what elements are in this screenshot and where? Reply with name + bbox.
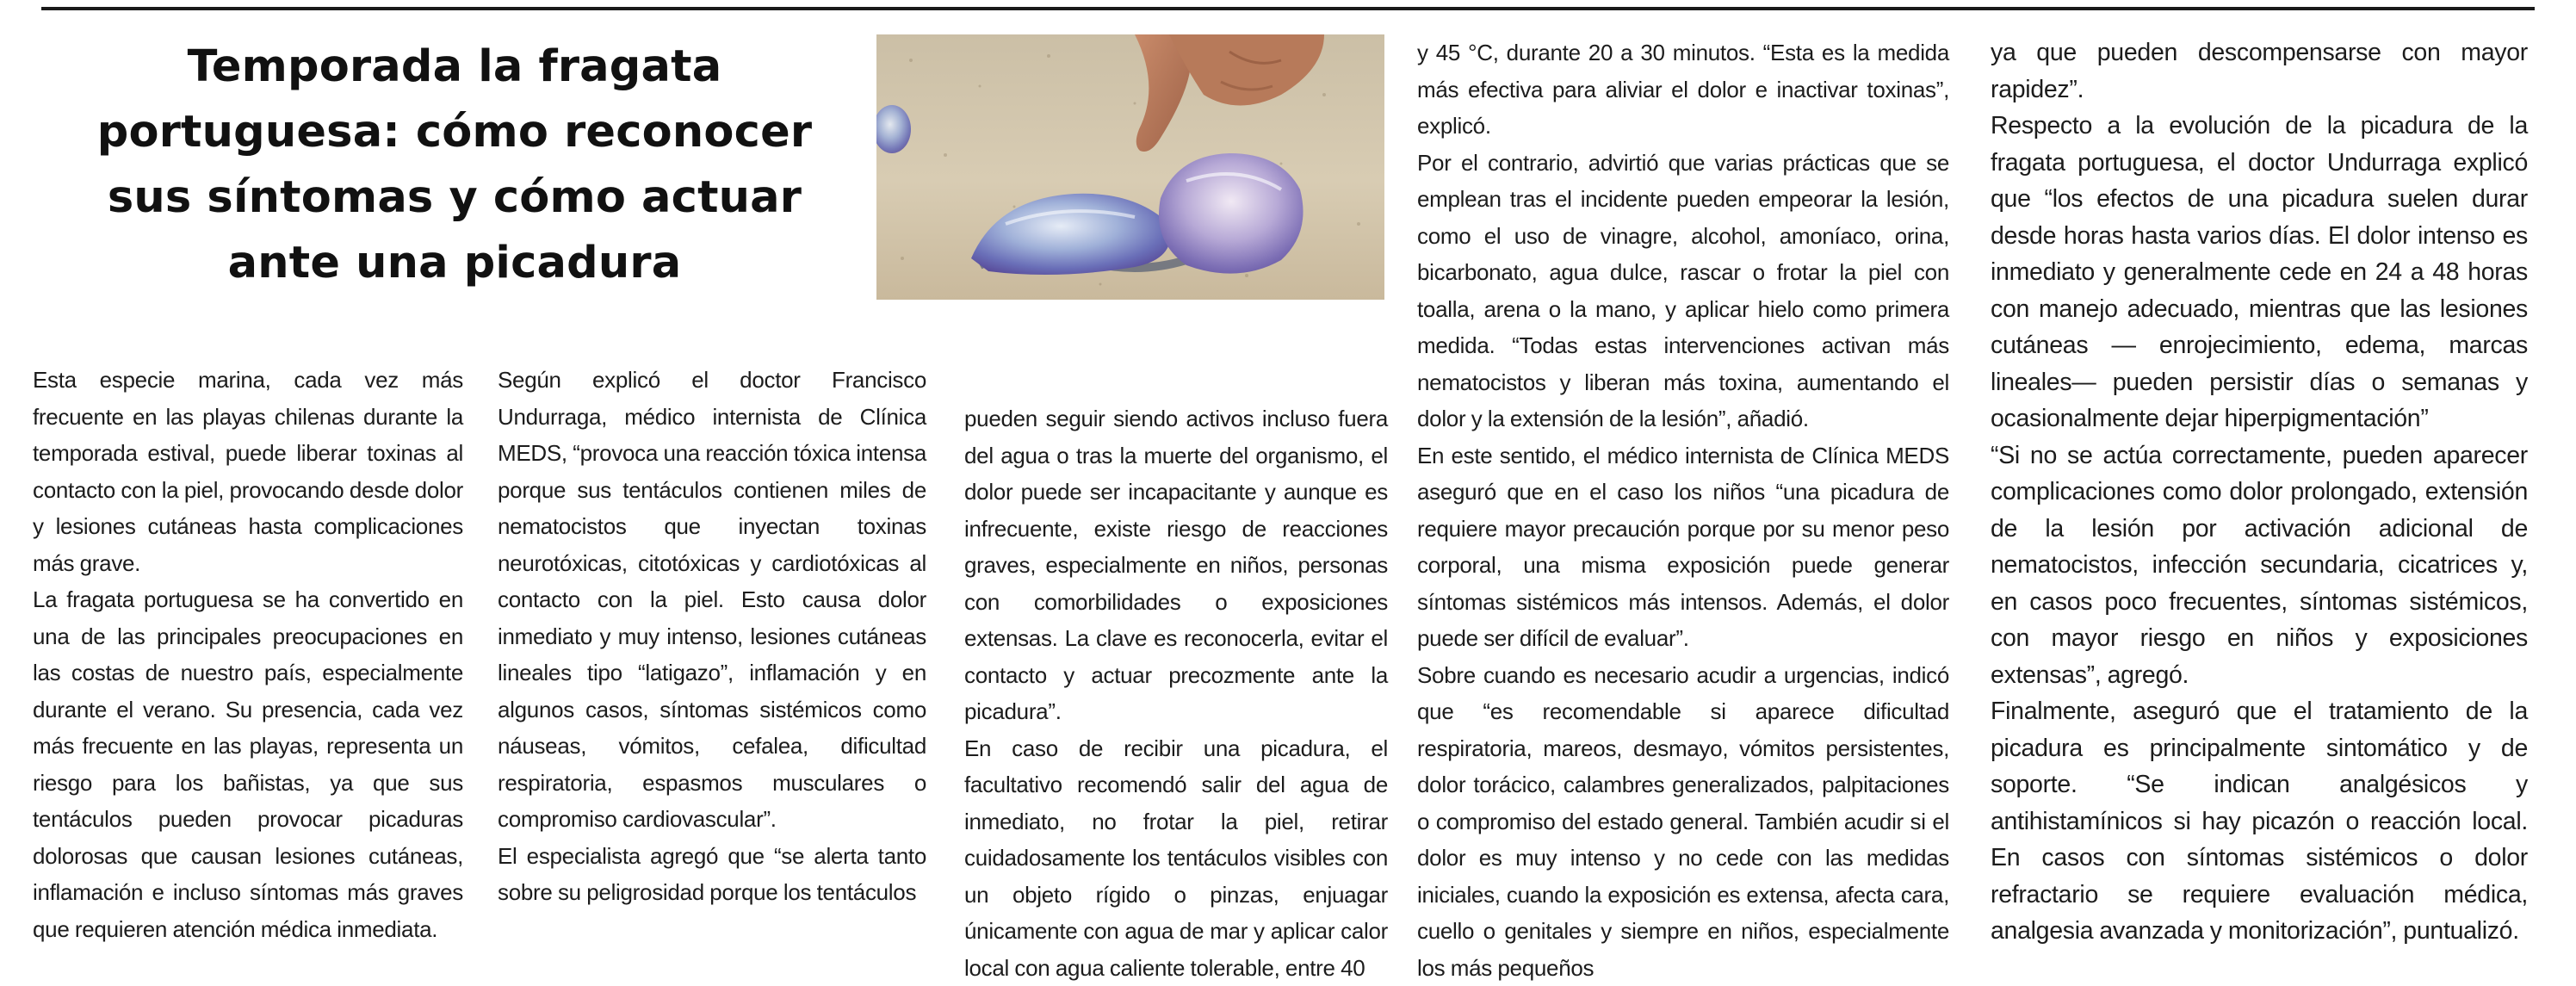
- jellyfish-photo: [876, 34, 1384, 300]
- paragraph: En caso de recibir una picadura, el facultativo recomendó salir del agua de inmediato, no frotar la piel, retirar cuidadosamente los tentáculos visibles con un objeto rígido o pinzas, enjuagar únicamente con agua de mar y aplicar calor local con agua caliente tolerable, entre 40: [964, 730, 1388, 986]
- article-headline: Temporada la fragata portuguesa: cómo reconocer sus síntomas y cómo actuar ante una picadura: [50, 34, 859, 296]
- paragraph: Esta especie marina, cada vez más frecuente en las playas chilenas durante la temporada estival, puede liberar toxinas al contacto con la piel, provocando desde dolor y lesiones cutáneas hasta complicaciones más grave.: [33, 362, 463, 581]
- paragraph: Finalmente, aseguró que el tratamiento de la picadura es principalmente sintomático y de soporte. “Se indican analgésicos y antihistamínicos si hay picazón o reacción local. En casos con síntomas sistémicos o dolor refractario se requiere evaluación médica, analgesia avanzada y monitorización”, puntualizó.: [1991, 693, 2528, 950]
- paragraph: pueden seguir siendo activos incluso fuera del agua o tras la muerte del organismo, el dolor puede ser incapacitante y aunque es infrecuente, existe riesgo de reacciones graves, especialmente en niños, personas con comorbilidades o exposiciones extensas. La clave es reconocerla, evitar el contacto y actuar precozmente ante la picadura”.: [964, 400, 1388, 730]
- paragraph: “Si no se actúa correctamente, pueden aparecer complicaciones como dolor prolongado, extensión de la lesión por activación adicional de nematocistos, infección secundaria, cicatrices y, en casos poco frecuentes, síntomas sistémicos, con mayor riesgo en niños y exposiciones extensas”, agregó.: [1991, 437, 2528, 694]
- article-column-1: [33, 362, 463, 947]
- man-of-war-image: [876, 34, 1384, 300]
- paragraph: La fragata portuguesa se ha convertido en una de las principales preocupaciones en las costas de nuestro país, especialmente durante el verano. Su presencia, cada vez más frecuente en las playas, representa un riesgo para los bañistas, ya que sus tentáculos pueden provocar picaduras dolorosas que causan lesiones cutáneas, inflamación e incluso síntomas más graves que requieren atención médica inmediata.: [33, 581, 463, 947]
- paragraph: y 45 °C, durante 20 a 30 minutos. “Esta es la medida más efectiva para aliviar el dolor e inactivar toxinas”, explicó.: [1417, 34, 1949, 145]
- paragraph: Según explicó el doctor Francisco Undurraga, médico internista de Clínica MEDS, “provoca una reacción tóxica intensa porque sus tentáculos contienen miles de nematocistos que inyectan toxinas neurotóxicas, citotóxicas y cardiotóxicas al contacto con la piel. Esto causa dolor inmediato y muy intenso, lesiones cutáneas lineales tipo “latigazo”, inflamación y en algunos casos, síntomas sistémicos como náuseas, vómitos, cefalea, dificultad respiratoria, espasmos musculares o compromiso cardiovascular”.: [498, 362, 926, 838]
- paragraph: En este sentido, el médico internista de Clínica MEDS aseguró que en el caso los niños “una picadura de requiere mayor precaución porque por su menor peso corporal, una misma exposición puede generar síntomas sistémicos más intensos. Además, el dolor puede ser difícil de evaluar”.: [1417, 437, 1949, 657]
- article-column-2: [498, 362, 926, 911]
- article-column-4: [1417, 34, 1949, 986]
- paragraph: El especialista agregó que “se alerta tanto sobre su peligrosidad porque los tentáculos: [498, 838, 926, 911]
- top-rule: [41, 7, 2535, 10]
- article-column-3: [964, 400, 1388, 986]
- paragraph: ya que pueden descompensarse con mayor rapidez”.: [1991, 34, 2528, 108]
- paragraph: Respecto a la evolución de la picadura de la fragata portuguesa, el doctor Undurraga explicó que “los efectos de una picadura suelen durar desde horas hasta varios días. El dolor intenso es inmediato y generalmente cede en 24 a 48 horas con manejo adecuado, mientras que las lesiones cutáneas — enrojecimiento, edema, marcas lineales— pueden persistir días o semanas y ocasionalmente dejar hiperpigmentación”: [1991, 108, 2528, 437]
- paragraph: Sobre cuando es necesario acudir a urgencias, indicó que “es recomendable si aparece dificultad respiratoria, mareos, desmayo, vómitos persistentes, dolor torácico, calambres generalizados, palpitaciones o compromiso del estado general. También acudir si el dolor es muy intenso y no cede con las medidas iniciales, cuando la exposición es extensa, afecta cara, cuello o genitales y siempre en niños, especialmente los más pequeños: [1417, 657, 1949, 986]
- article-column-5: [1991, 34, 2528, 950]
- paragraph: Por el contrario, advirtió que varias prácticas que se emplean tras el incidente pueden empeorar la lesión, como el uso de vinagre, alcohol, amoníaco, orina, bicarbonato, agua dulce, rascar o frotar la piel con toalla, arena o la mano, y aplicar hielo como primera medida. “Todas estas intervenciones activan más nematocistos y liberan más toxina, aumentando el dolor y la extensión de la lesión”, añadió.: [1417, 145, 1949, 437]
